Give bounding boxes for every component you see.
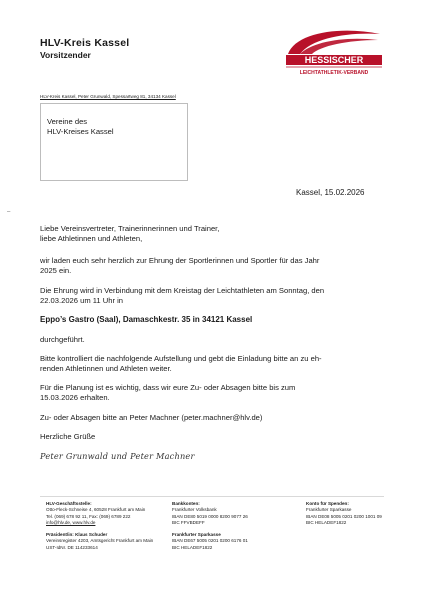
hlv-swoosh-icon bbox=[282, 24, 386, 78]
paragraph-line: renden Athletinnen und Athleten weiter. bbox=[40, 364, 172, 373]
footer-text: Bankkonten: bbox=[172, 501, 200, 506]
footer-text: Frankfurter Sparkasse bbox=[172, 532, 221, 538]
footer-text: Frankfurter Sparkasse bbox=[306, 507, 352, 513]
paragraph-performed: durchgeführt. bbox=[40, 335, 85, 344]
footer-text: Präsident/in: Klaus Schuder bbox=[46, 532, 108, 538]
paragraph-line: Für die Planung ist es wichtig, dass wir eure Zu- oder Absagen bitte bis zum bbox=[40, 383, 296, 392]
closing: Herzliche Grüße bbox=[40, 432, 96, 441]
paragraph-line: wir laden euch sehr herzlich zur Ehrung der Sportlerinnen und Sportler für das Jahr bbox=[40, 256, 320, 265]
paragraph-invitation bbox=[40, 256, 380, 276]
footer-text: IBAN DE80 5019 0000 8200 9077 26 bbox=[172, 513, 248, 519]
return-address: HLV-Kreis Kassel, Peter Grunwald, Spessartweg 81, 34134 Kassel bbox=[40, 94, 176, 99]
logo-subtext: LEICHTATHLETIK-VERBAND bbox=[299, 70, 369, 76]
paragraph-line: Die Ehrung wird in Verbindung mit dem Kreistag der Leichtathleten am Sonntag, den bbox=[40, 286, 325, 295]
footer-column-office bbox=[46, 501, 153, 551]
paragraph-deadline bbox=[40, 383, 380, 403]
logo-text: HESSISCHER bbox=[304, 55, 364, 65]
address-window bbox=[40, 103, 188, 181]
greeting bbox=[40, 224, 380, 244]
paragraph-line: 2025 ein. bbox=[40, 266, 72, 275]
footer-text: UST-IdNr. DE 114233614 bbox=[46, 544, 98, 550]
footer-column-donations bbox=[306, 501, 382, 526]
paragraph-event-details bbox=[40, 286, 380, 306]
footer-text: IBAN DE08 5005 0201 0200 1001 09 bbox=[306, 513, 382, 519]
footer-text: Vereinsregister 4203, Amtsgericht Frankfurt am Main bbox=[46, 538, 154, 544]
footer-text: BIC HELADEF1822 bbox=[172, 544, 213, 550]
footer-text: Tel. (069) 678 92 11, Fax: (069) 6789 222 bbox=[46, 513, 131, 519]
fold-mark: – bbox=[7, 209, 11, 215]
footer-contact-link[interactable]: info@hlv.de, www.hlv.de bbox=[46, 519, 96, 525]
footer-text: Konto für Spenden: bbox=[306, 501, 349, 506]
paragraph-contact: Zu- oder Absagen bitte an Peter Machner (peter.machner@hlv.de) bbox=[40, 413, 263, 422]
hlv-logo bbox=[282, 24, 386, 78]
signature: Peter Grunwald und Peter Machner bbox=[40, 451, 195, 461]
footer-text: BIC FFVBDEFF bbox=[172, 519, 205, 525]
organization-role: Vorsitzender bbox=[40, 50, 91, 60]
footer-divider bbox=[40, 496, 384, 497]
paragraph-line: 22.03.2026 um 11 Uhr in bbox=[40, 296, 124, 305]
organization-title: HLV-Kreis Kassel bbox=[40, 37, 130, 49]
greeting-line: liebe Athletinnen und Athleten, bbox=[40, 234, 143, 243]
letter-date: Kassel, 15.02.2026 bbox=[296, 188, 365, 197]
footer-text: Otto-Fleck-Schneise 4, 60528 Frankfurt am Main bbox=[46, 507, 146, 513]
paragraph-line: Bitte kontrolliert die nachfolgende Aufstellung und gebt die Einladung bitte an zu eh- bbox=[40, 354, 322, 363]
greeting-line: Liebe Vereinsvertreter, Trainerinnerinnen und Trainer, bbox=[40, 224, 220, 233]
recipient-line-1: Vereine des bbox=[47, 117, 88, 126]
footer-text: BIC HELADEF1822 bbox=[306, 519, 347, 525]
footer-column-banks bbox=[172, 501, 248, 551]
recipient-line-2: HLV-Kreises Kassel bbox=[47, 127, 114, 136]
venue-line: Eppo’s Gastro (Saal), Damaschkestr. 35 in 34121 Kassel bbox=[40, 315, 253, 324]
footer-text: Frankfurter Volksbank bbox=[172, 507, 217, 513]
paragraph-line: 15.03.2026 erhalten. bbox=[40, 393, 110, 402]
footer-text: HLV-Geschäftsstelle: bbox=[46, 501, 92, 506]
paragraph-check-list bbox=[40, 354, 380, 374]
footer-text: IBAN DE67 5005 0201 0200 6176 01 bbox=[172, 538, 248, 544]
